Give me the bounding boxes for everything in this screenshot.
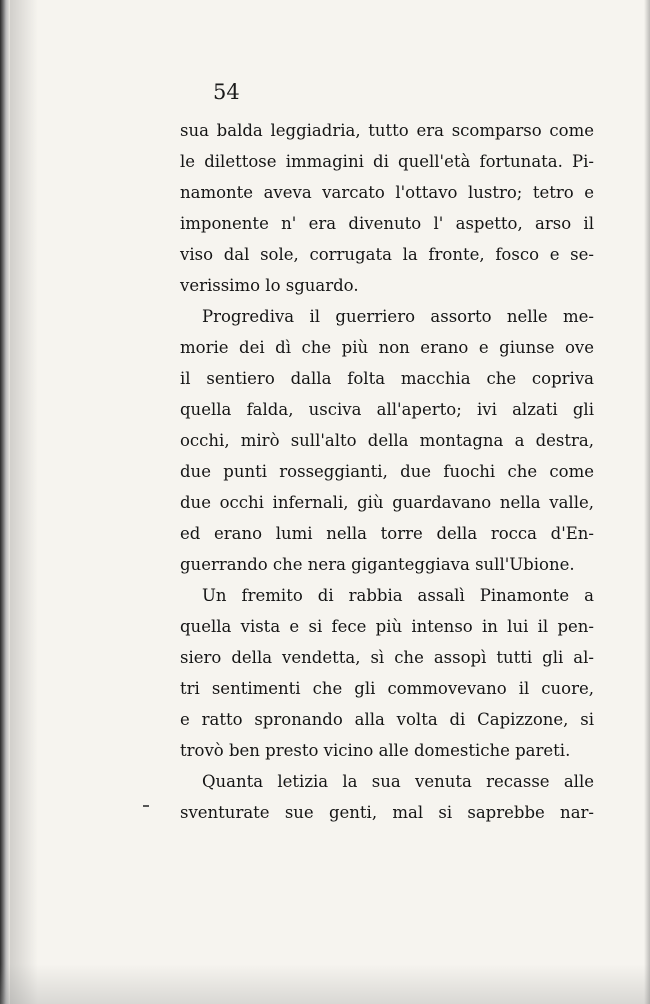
page-binding-edge <box>0 0 10 1004</box>
text-line: ed erano lumi nella torre della rocca d'En- <box>180 524 594 543</box>
text-line: quella falda, usciva all'aperto; ivi alzati gli <box>180 400 594 419</box>
text-line: imponente n' era divenuto l' aspetto, arso il <box>180 214 594 233</box>
text-line: sventurate sue genti, mal si saprebbe nar- <box>180 803 594 822</box>
page-number: 54 <box>213 80 240 104</box>
text-line: trovò ben presto vicino alle domestiche pareti. <box>180 741 571 760</box>
paragraph-start-line: Progrediva il guerriero assorto nelle me- <box>202 307 594 326</box>
paragraph-start-line: Quanta letizia la sua venuta recasse alle <box>202 772 594 791</box>
paragraph-start-line: Un fremito di rabbia assalì Pinamonte a <box>202 586 594 605</box>
text-line: occhi, mirò sull'alto della montagna a destra, <box>180 431 594 450</box>
text-line: e ratto spronando alla volta di Capizzone, si <box>180 710 594 729</box>
ink-mark <box>143 805 149 807</box>
text-line: due occhi infernali, giù guardavano nella valle, <box>180 493 594 512</box>
text-line: siero della vendetta, sì che assopì tutti gli al- <box>180 648 594 667</box>
text-line: le dilettose immagini di quell'età fortunata. Pi- <box>180 152 594 171</box>
text-line: verissimo lo sguardo. <box>180 276 359 295</box>
text-line: guerrando che nera giganteggiava sull'Ubione. <box>180 555 575 574</box>
text-line: quella vista e si fece più intenso in lui il pen- <box>180 617 594 636</box>
text-line: viso dal sole, corrugata la fronte, fosco e se- <box>180 245 594 264</box>
text-line: il sentiero dalla folta macchia che copriva <box>180 369 594 388</box>
text-line: sua balda leggiadria, tutto era scomparso come <box>180 121 594 140</box>
text-line: due punti rosseggianti, due fuochi che come <box>180 462 594 481</box>
text-line: tri sentimenti che gli commovevano il cuore, <box>180 679 594 698</box>
text-line: namonte aveva varcato l'ottavo lustro; tetro e <box>180 183 594 202</box>
scan-smudge <box>0 964 650 1004</box>
text-line: morie dei dì che più non erano e giunse ove <box>180 338 594 357</box>
page-right-edge <box>644 0 650 1004</box>
body-text <box>180 115 594 828</box>
binding-shadow <box>10 0 38 1004</box>
